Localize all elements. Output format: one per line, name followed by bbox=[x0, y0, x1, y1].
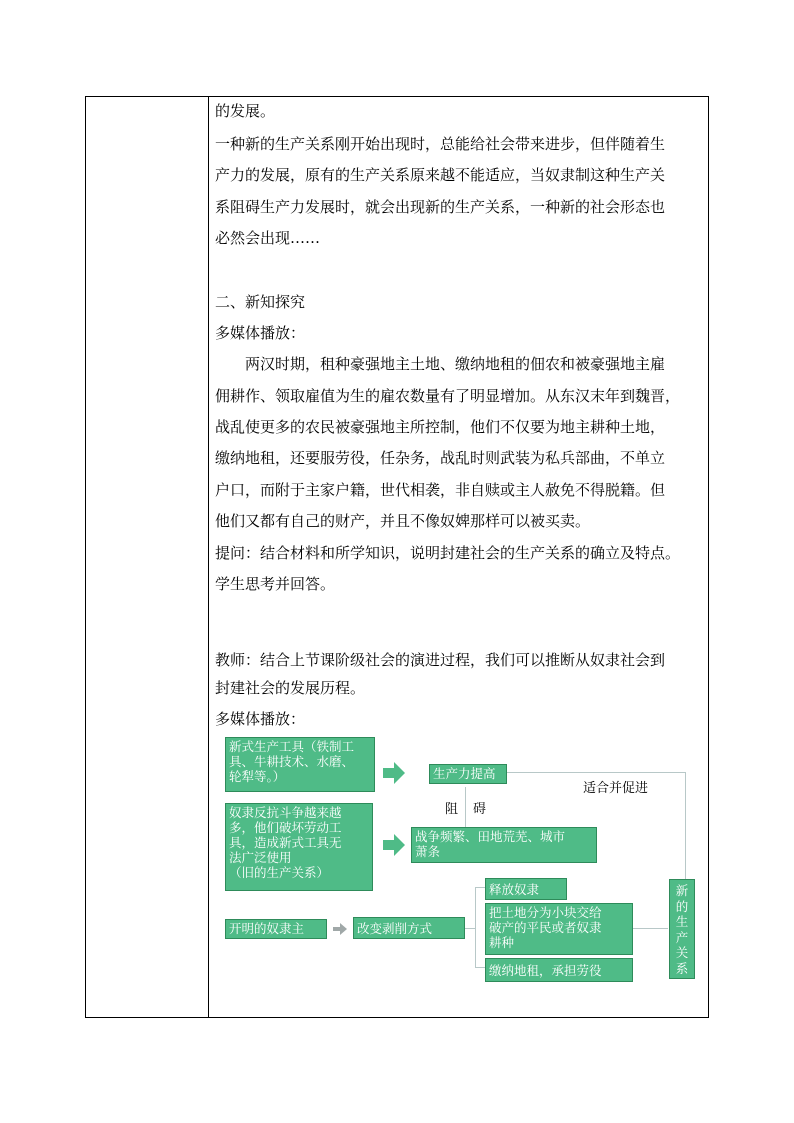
box-line: 战争频繁、田地荒芜、城市 bbox=[415, 829, 566, 844]
land-division-box bbox=[485, 903, 633, 955]
promote-label: 适合并促进 bbox=[583, 781, 649, 796]
right-arrow-icon bbox=[383, 762, 405, 784]
connector-line bbox=[685, 772, 686, 882]
new-relations-box: 新的生产关系 bbox=[669, 879, 695, 979]
relation-diagram bbox=[225, 737, 695, 987]
text-line: 封建社会的发展历程。 bbox=[215, 679, 366, 697]
box-line: 具，造成新式工具无 bbox=[229, 835, 342, 850]
box-line: 把土地分为小块交给 bbox=[489, 905, 602, 920]
text-line: 学生思考并回答。 bbox=[215, 575, 336, 593]
war-box bbox=[411, 827, 597, 863]
box-line: 法广泛使用 bbox=[229, 850, 292, 865]
box-line: 耕种 bbox=[489, 935, 515, 950]
text-line: 缴纳地租，还要服劳役，任杂务，战乱时则武装为私兵部曲，不单立 bbox=[215, 449, 666, 467]
text-line: 他们又都有自己的财产，并且不像奴婢那样可以被买卖。 bbox=[215, 512, 591, 530]
box-line: 轮犁等。） bbox=[229, 769, 286, 784]
column-divider bbox=[208, 97, 209, 1017]
connector-line bbox=[633, 928, 668, 929]
enlightened-owner-box: 开明的奴隶主 bbox=[225, 919, 327, 939]
box-line: （旧的生产关系） bbox=[229, 865, 330, 880]
box-line: 新式生产工具（铁制工 bbox=[229, 739, 355, 754]
hinder-label-1: 阻 bbox=[445, 802, 459, 817]
free-slaves-box: 释放奴隶 bbox=[485, 878, 567, 900]
slave-resistance-box bbox=[225, 803, 373, 891]
right-arrow-icon bbox=[383, 834, 405, 856]
text-line: 多媒体播放： bbox=[215, 710, 306, 728]
connector-line bbox=[505, 772, 685, 773]
teacher-line: 教师：结合上节课阶级社会的演进过程，我们可以推断从奴隶社会到 bbox=[215, 651, 666, 669]
text-line: 必然会出现…… bbox=[215, 229, 321, 247]
connector-line bbox=[465, 787, 466, 827]
text-line: 两汉时期，租种豪强地主土地、缴纳地租的佃农和被豪强地主雇 bbox=[245, 355, 666, 373]
hinder-label-2: 碍 bbox=[473, 802, 487, 817]
box-line: 多，他们破坏劳动工 bbox=[229, 820, 342, 835]
rent-labor-box: 缴纳地租，承担劳役 bbox=[485, 958, 633, 982]
small-arrow-icon bbox=[333, 923, 347, 935]
bracket-line bbox=[475, 887, 476, 967]
box-line: 萧条 bbox=[415, 844, 441, 859]
section-heading: 二、新知探究 bbox=[215, 293, 306, 311]
text-line: 的发展。 bbox=[215, 102, 276, 120]
box-line: 破产的平民或者奴隶 bbox=[489, 920, 602, 935]
box-line: 具、牛耕技术、水磨、 bbox=[229, 754, 355, 769]
productivity-box: 生产力提高 bbox=[429, 764, 507, 784]
text-line: 产力的发展，原有的生产关系原来越不能适应，当奴隶制这种生产关 bbox=[215, 166, 666, 184]
text-line: 一种新的生产关系刚开始出现时，总能给社会带来进步，但伴随着生 bbox=[215, 135, 666, 153]
text-line: 战乱使更多的农民被豪强地主所控制，他们不仅要为地主耕种土地， bbox=[215, 418, 666, 436]
text-line: 佣耕作、领取雇值为生的雇农数量有了明显增加。从东汉末年到魏晋， bbox=[215, 387, 681, 405]
new-tools-box bbox=[225, 737, 375, 792]
box-line: 奴隶反抗斗争越来越 bbox=[229, 805, 342, 820]
change-exploitation-box: 改变剥削方式 bbox=[353, 917, 465, 939]
text-line: 系阻碍生产力发展时，就会出现新的生产关系，一种新的社会形态也 bbox=[215, 198, 666, 216]
text-line: 户口，而附于主家户籍，世代相袭，非自赎或主人赦免不得脱籍。但 bbox=[215, 481, 666, 499]
text-line: 多媒体播放： bbox=[215, 324, 306, 342]
bracket-line bbox=[465, 928, 475, 929]
question-line: 提问：结合材料和所学知识，说明封建社会的生产关系的确立及特点。 bbox=[215, 544, 681, 562]
